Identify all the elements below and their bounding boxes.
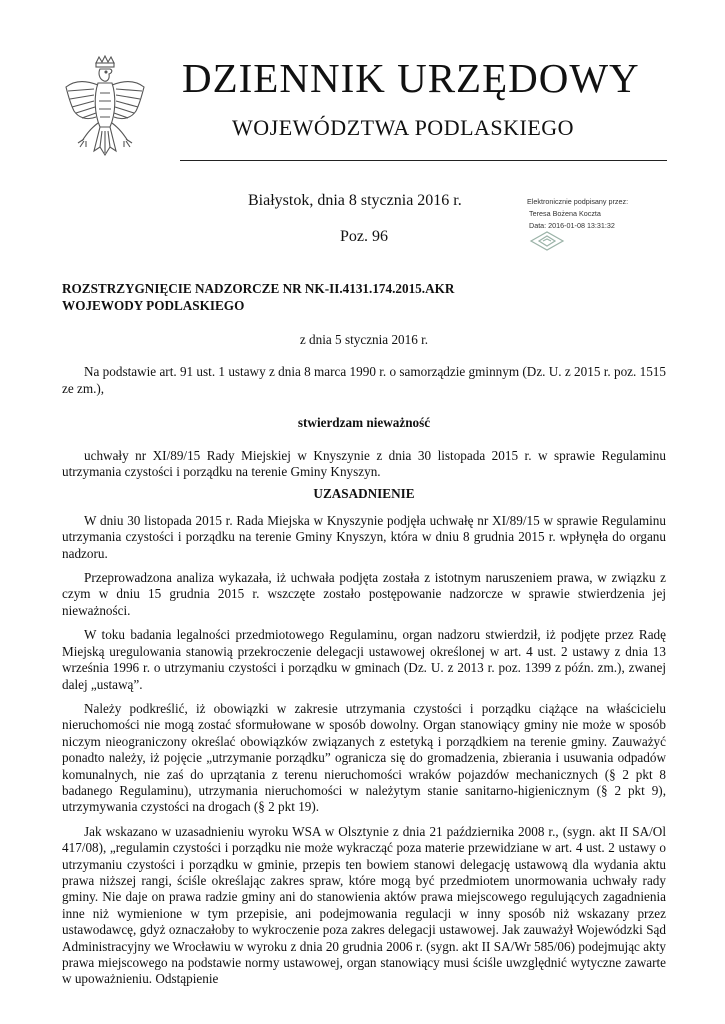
signature-signer: Teresa Bożena Koczta (529, 209, 601, 218)
document-body (62, 280, 666, 988)
electronic-signature-box (525, 196, 665, 256)
masthead-divider (180, 160, 667, 161)
decision-date: z dnia 5 stycznia 2016 r. (299, 332, 429, 347)
signature-date: Data: 2016-01-08 13:31:32 (529, 221, 615, 230)
position-number: Poz. 96 (340, 228, 388, 245)
justification-paragraph: W toku badania legalności przedmiotowego Regulaminu, organ nadzoru stwierdził, iż podjęte przez Radę Miejską uregulowania stanowią przekroczenie delegacji ustawowej określonej w art. 4 ust. 2 ustawy z dnia 13 września 1996 r. o utrzymaniu czystości i porządku w gminach (Dz. U. z 2013 r. poz. 1399 z późn. zm.), zwanej dalej „ustawą”. (62, 627, 666, 692)
masthead-subtitle: WOJEWÓDZTWA PODLASKIEGO (232, 115, 575, 140)
polish-eagle-emblem-icon (60, 55, 150, 175)
ruling-text: uchwały nr XI/89/15 Rady Miejskiej w Knyszynie z dnia 30 listopada 2015 r. w sprawie Regulaminu utrzymania czystości i porządku na terenie Gminy Knyszyn. (62, 447, 666, 480)
decision-title-line2: WOJEWODY PODLASKIEGO (62, 298, 245, 313)
justification-paragraph: Przeprowadzona analiza wykazała, iż uchwała podjęta została z istotnym naruszeniem prawa, w związku z czym w dniu 15 grudnia 2015 r. wszczęte zostało postępowanie nadzorcze w sprawie stwierdzenia jej nieważności. (62, 570, 666, 618)
signature-check-icon (529, 230, 565, 252)
decision-title-line1: ROZSTRZYGNIĘCIE NADZORCZE NR NK-II.4131.174.2015.AKR (62, 281, 455, 296)
justification-paragraph: Jak wskazano w uzasadnieniu wyroku WSA w Olsztynie z dnia 21 października 2008 r., (sygn. akt II SA/Ol 417/08), „regulamin czystości i porządku nie może wykracząć poza materie przewidziane w art. 4 ust. 2 ustawy o utrzymaniu czystości i porządku w gminie, przepis ten bowiem stanowi delegację ustawową dla wydania aktu prawa niższej rangi, ściśle określając zakres spraw, które mogą być przedmiotem unormowania uchwały rady gminy. Nie daje on prawa radzie gminy ani do stanowienia aktów prawa miejscowego regulujących zagadnienia inne niż wymienione w tym przepisie, ani podejmowania regulacji w inny sposób niż wskazany przez ustawodawcę, gdyż oznaczałoby to wykroczenie poza zakres delegacji ustawowej. Jak zauważył Wojewódzki Sąd Administracyjny we Wrocławiu w wyroku z dnia 20 grudnia 2006 r. (sygn. akt II SA/Wr 585/06) podejmując akty prawa miejscowego na podstawie normy ustawowej, organ stanowiący musi ściśle uwzględnić wytyczne zawarte w upoważnieniu. Odstąpienie (62, 823, 666, 987)
ruling-heading: stwierdzam nieważność (297, 415, 431, 431)
place-and-date: Białystok, dnia 8 stycznia 2016 r. (248, 192, 462, 209)
legal-basis: Na podstawie art. 91 ust. 1 ustawy z dnia 8 marca 1990 r. o samorządzie gminnym (Dz. U. z 2015 r. poz. 1515 ze zm.), (62, 364, 666, 396)
signature-label: Elektronicznie podpisany przez: (527, 197, 629, 206)
masthead-title: DZIENNIK URZĘDOWY (182, 55, 640, 101)
justification-heading: UZASADNIENIE (313, 486, 415, 502)
justification-paragraph: W dniu 30 listopada 2015 r. Rada Miejska w Knyszynie podjęła uchwałę nr XI/89/15 w sprawie Regulaminu utrzymania czystości i porządku na terenie Gminy Knyszyn, która w dniu 8 grudnia 2015 r. wpłynęła do organu nadzoru. (62, 512, 666, 561)
justification-paragraph: Należy podkreślić, iż obowiązki w zakresie utrzymania czystości i porządku ciążące na właścicielu nieruchomości nie mogą zostać sformułowane w sposób dowolny. Organ stanowiący gminy nie może w sposób niczym nieograniczony określać obowiązków związanych z estetyką i porządkiem na terenie gminy. Zauważyć ponadto należy, iż pojęcie „utrzymanie porządku” ogranicza się do gromadzenia, zbierania i usuwania odpadów komunalnych, nie zaś do uprzątania z terenu nieruchomości wraków pojazdów mechanicznych (§ 2 pkt 8 badanego Regulaminu), utrzymania nieruchomości w należytym stanie sanitarno-higienicznym (§ 2 pkt 9), utrzymywania czystości na drogach (§ 2 pkt 19). (62, 700, 666, 815)
